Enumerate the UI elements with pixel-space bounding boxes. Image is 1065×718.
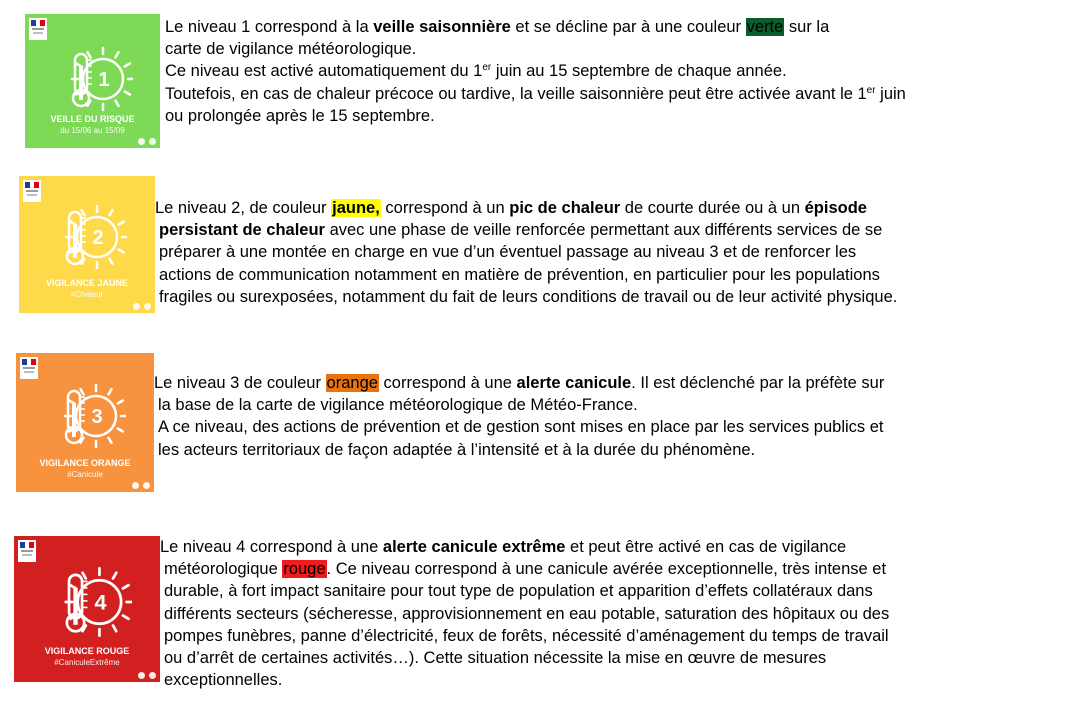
level-4-caption: VIGILANCE ROUGE #CaniculeExtrême [44, 646, 130, 667]
text-line [160, 580, 889, 602]
text-run: ou d’arrêt de certaines activités…). Cette situation nécessite la mise en œuvre de mesures [164, 649, 827, 668]
bold-text: persistant de chaleur [159, 221, 325, 240]
text-line [155, 219, 897, 241]
bold-text: veille saisonnière [373, 18, 511, 36]
text-line [160, 536, 889, 558]
level-1-card [25, 14, 160, 148]
text-line [165, 83, 906, 105]
level-2-card [19, 176, 155, 313]
republique-francaise-logo [29, 18, 47, 40]
highlighted-word: jaune, [332, 199, 380, 217]
republique-francaise-logo [20, 357, 38, 379]
text-line [154, 394, 884, 416]
thermometer-sun-icon [57, 202, 127, 272]
thermometer-sun-icon [56, 381, 126, 451]
level-3-caption: VIGILANCE ORANGE #Canicule [39, 458, 131, 479]
social-icons [138, 672, 156, 679]
bold-text: alerte canicule [516, 374, 632, 392]
highlighted-word: rouge [283, 560, 326, 579]
text-run: juin [875, 84, 906, 103]
level-number: 4 [94, 589, 107, 615]
text-run: sur la [784, 18, 830, 36]
text-line [165, 105, 906, 127]
republique-francaise-logo [23, 180, 41, 202]
level-2-paragraph [155, 197, 897, 308]
text-line [154, 416, 884, 438]
text-run: carte de vigilance météorologique. [165, 40, 417, 59]
text-run: durable, à fort impact sanitaire pour tout type de population et apparition d’effets collatéraux dans [164, 582, 873, 601]
text-run: Toutefois, en cas de chaleur précoce ou tardive, la veille saisonnière peut être activée avant le 1 [165, 84, 867, 103]
text-line [160, 558, 889, 580]
level-4-card [14, 536, 160, 682]
text-line [154, 372, 884, 394]
text-run: les acteurs territoriaux de façon adaptée à l’intensité et à la durée du phénomène. [158, 440, 756, 459]
text-run: . Il est déclenché par la préfète sur [631, 374, 885, 392]
text-run: exceptionnelles. [164, 671, 283, 690]
text-run: préparer à une montée en charge en vue d’un éventuel passage au niveau 3 et de renforcer les [159, 243, 857, 262]
text-run: juin au 15 septembre de chaque année. [491, 62, 787, 81]
republique-francaise-logo [18, 540, 36, 562]
level-4-paragraph [160, 536, 889, 691]
text-run: météorologique [164, 560, 283, 579]
text-line [165, 38, 906, 60]
text-run: avec une phase de veille renforcée permettant aux différents services de se [324, 221, 883, 240]
bold-text: alerte canicule extrême [382, 538, 566, 556]
highlighted-word: verte [746, 18, 784, 36]
text-run: actions de communication notamment en matière de prévention, en particulier pour les populations [159, 265, 880, 284]
text-line [155, 264, 897, 286]
text-run: ou prolongée après le 15 septembre. [165, 106, 435, 125]
text-run: A ce niveau, des actions de prévention et de gestion sont mises en place par les services publics et [158, 418, 884, 437]
text-line [160, 625, 889, 647]
text-run: correspond à une [378, 374, 517, 392]
highlighted-word: orange [326, 374, 378, 392]
text-line [155, 286, 897, 308]
text-run: er [482, 62, 492, 74]
text-line [160, 647, 889, 669]
text-run: er [866, 84, 876, 96]
bold-text: pic de chaleur [509, 199, 621, 217]
text-run: différents secteurs (sécheresse, approvisionnement en eau potable, saturation des hôpitaux ou des [164, 604, 890, 623]
text-run: et se décline par à une couleur [510, 18, 746, 36]
text-line [165, 16, 906, 38]
text-line [160, 669, 889, 691]
level-3-paragraph [154, 372, 884, 461]
social-icons [132, 482, 150, 489]
thermometer-sun-icon [63, 44, 133, 114]
text-line [154, 439, 884, 461]
text-run: pompes funèbres, panne d’électricité, feux de forêts, nécessité d’aménagement du temps de travail [164, 626, 889, 645]
level-number: 2 [92, 227, 104, 249]
level-1-caption: VEILLE DU RISQUE du 15/06 au 15/09 [50, 114, 135, 135]
level-number: 1 [98, 69, 110, 91]
text-line [160, 603, 889, 625]
text-run: Le niveau 4 correspond à une [160, 538, 383, 556]
level-number: 3 [91, 406, 103, 428]
text-run: Le niveau 2, de couleur [155, 199, 332, 217]
text-run: Ce niveau est activé automatiquement du 1 [165, 62, 483, 81]
text-line [155, 241, 897, 263]
text-run: fragiles ou surexposées, notamment du fait de leurs conditions de travail ou de leur activité physique. [159, 287, 898, 306]
text-run: de courte durée ou à un [620, 199, 805, 217]
text-run: la base de la carte de vigilance météorologique de Météo-France. [158, 396, 638, 415]
text-run: . Ce niveau correspond à une canicule avérée exceptionnelle, très intense et [326, 560, 887, 579]
level-1-paragraph [165, 16, 906, 127]
text-run: Le niveau 1 correspond à la [165, 18, 374, 36]
bold-text: épisode [804, 199, 867, 217]
level-2-caption: VIGILANCE JAUNE #Chaleur [45, 278, 128, 299]
social-icons [133, 303, 151, 310]
text-run: Le niveau 3 de couleur [154, 374, 326, 392]
social-icons [138, 138, 156, 145]
thermometer-sun-icon [56, 564, 132, 640]
text-line [165, 60, 906, 82]
text-run: et peut être activé en cas de vigilance [565, 538, 847, 556]
text-line [155, 197, 897, 219]
level-3-card [16, 353, 154, 492]
text-run: correspond à un [380, 199, 510, 217]
